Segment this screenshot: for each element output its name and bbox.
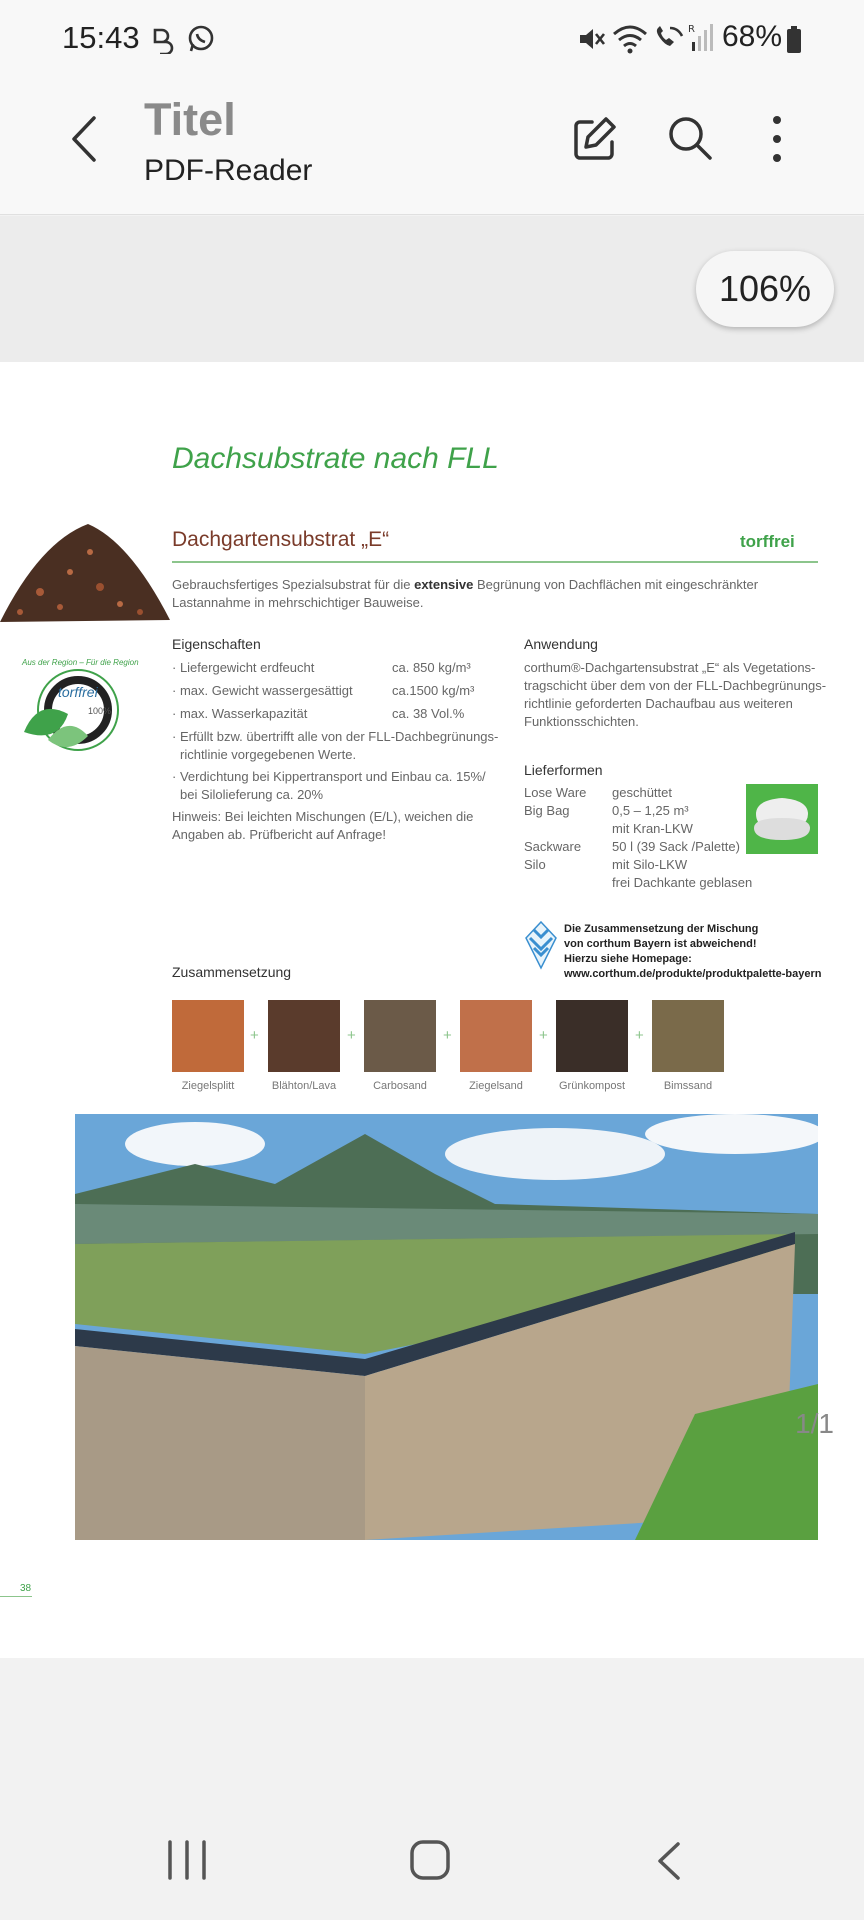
property-value: ca. 38 Vol.%	[392, 706, 465, 721]
home-icon[interactable]	[408, 1838, 452, 1882]
swatch-gruenkompost	[556, 1000, 628, 1072]
pdf-page-number: 38	[20, 1583, 32, 1594]
property-label: · Liefergewicht erdfeucht	[172, 660, 315, 675]
delivery-value: mit Silo-LKW	[612, 857, 688, 872]
torffrei-tag: torffrei	[740, 532, 795, 551]
wifi-call-icon	[652, 22, 686, 54]
delivery-label: Lose Ware	[524, 785, 587, 800]
zoom-indicator[interactable]: 106%	[696, 251, 834, 327]
note-line: Angaben ab. Prüfbericht auf Anfrage!	[172, 827, 386, 842]
pdf-viewer[interactable]	[0, 216, 864, 1656]
pdf-page	[0, 362, 864, 1658]
plus-sign: +	[635, 1027, 644, 1044]
status-time: 15:43	[62, 20, 140, 55]
plus-sign: +	[347, 1027, 356, 1044]
soil-heap-image	[0, 512, 176, 628]
edit-icon[interactable]	[570, 114, 620, 164]
page-number-rule	[0, 1596, 32, 1597]
bayern-flag-icon	[524, 920, 558, 970]
delivery-value: mit Kran-LKW	[612, 821, 693, 836]
document-title: Titel	[144, 94, 236, 145]
document-heading: Dachsubstrate nach FLL	[172, 442, 499, 475]
usage-line: corthum®-Dachgartensubstrat „E“ als Vegetations-	[524, 660, 816, 675]
svg-text:R: R	[688, 24, 695, 35]
recent-apps-icon[interactable]	[166, 1840, 208, 1880]
bayern-line: Die Zusammensetzung der Mischung	[564, 923, 759, 935]
property-label: · max. Wasserkapazität	[172, 706, 308, 721]
swatch-ziegelsplitt	[172, 1000, 244, 1072]
back-icon[interactable]	[68, 114, 102, 164]
green-roof-photo	[75, 1114, 818, 1540]
composition-heading: Zusammensetzung	[172, 964, 292, 980]
more-icon[interactable]	[764, 114, 790, 164]
delivery-value: 0,5 – 1,25 m³	[612, 803, 689, 818]
app-bar	[0, 80, 864, 215]
torffrei-badge-graphic	[18, 662, 128, 758]
note-line: Hinweis: Bei leichten Mischungen (E/L), weichen die	[172, 809, 474, 824]
delivery-label: Sackware	[524, 839, 582, 854]
search-icon[interactable]	[666, 114, 714, 164]
usage-line: Funktionsschichten.	[524, 714, 639, 729]
battery-level: 68%	[722, 20, 783, 53]
composition-caption: Ziegelsand	[469, 1080, 523, 1092]
swatch-carbosand	[364, 1000, 436, 1072]
composition-caption: Grünkompost	[558, 1080, 626, 1092]
wifi-icon	[612, 22, 648, 54]
property-label: · max. Gewicht wassergesättigt	[172, 683, 353, 698]
bayern-url[interactable]: www.corthum.de/produkte/produktpalette-bayern	[564, 968, 822, 980]
whatsapp-icon	[186, 24, 216, 54]
intro-bold: extensive	[414, 577, 474, 592]
property-bullet: richtlinie vorgegebenen Werte.	[180, 747, 357, 762]
delivery-label: Big Bag	[524, 803, 570, 818]
property-bullet: · Verdichtung bei Kippertransport und Einbau ca. 15%/	[172, 769, 486, 784]
delivery-value: 50 l (39 Sack /Palette)	[612, 839, 740, 854]
delivery-value: frei Dachkante geblasen	[612, 875, 753, 890]
bayern-line: Hierzu siehe Homepage:	[564, 953, 692, 965]
swatch-blaehton	[268, 1000, 340, 1072]
mute-icon	[576, 24, 606, 54]
delivery-label: Silo	[524, 857, 546, 872]
intro-after: Begrünung von Dachflächen mit eingeschränkter Lastannahme in mehrschichtiger Bauweise.	[172, 577, 759, 610]
intro-text	[172, 576, 792, 612]
usage-line: richtlinie geforderten Dachaufbau aus weiteren	[524, 696, 793, 711]
app-subtitle: PDF-Reader	[144, 154, 313, 187]
plus-sign: +	[250, 1027, 259, 1044]
badge-text: torffrei	[58, 684, 98, 700]
composition-caption: Blähton/Lava	[271, 1080, 337, 1092]
battery-icon	[786, 26, 802, 54]
badge-percent: 100%	[88, 706, 112, 716]
badge-ring-text: Aus der Region – Für die Region	[22, 658, 139, 667]
torffrei-badge	[18, 658, 139, 758]
property-value: ca. 850 kg/m³	[392, 660, 471, 675]
bayern-line: von corthum Bayern ist abweichend!	[564, 938, 757, 950]
signal-icon	[688, 22, 714, 54]
title-divider	[172, 561, 818, 563]
nav-back-icon[interactable]	[654, 1840, 684, 1882]
page-indicator: 1/1	[795, 1408, 834, 1439]
swatch-ziegelsand	[460, 1000, 532, 1072]
bag-icon	[746, 784, 818, 854]
property-bullet: bei Silolieferung ca. 20%	[180, 787, 324, 802]
product-title: Dachgartensubstrat „E“	[172, 528, 390, 551]
intro-before: Gebrauchsfertiges Spezialsubstrat für die	[172, 577, 411, 592]
plus-sign: +	[443, 1027, 452, 1044]
navigation-bar	[0, 1806, 864, 1920]
property-value: ca.1500 kg/m³	[392, 683, 475, 698]
composition-caption: Carbosand	[373, 1080, 427, 1092]
plus-sign: +	[539, 1027, 548, 1044]
composition-caption: Bimssand	[663, 1080, 713, 1092]
status-bar	[0, 0, 864, 80]
delivery-heading: Lieferformen	[524, 762, 603, 778]
delivery-value: geschüttet	[612, 785, 672, 800]
composition-caption: Ziegelsplitt	[181, 1080, 235, 1092]
property-bullet: · Erfüllt bzw. übertrifft alle von der FLL-Dachbegrünungs-	[172, 729, 499, 744]
properties-heading: Eigenschaften	[172, 636, 261, 652]
usage-heading: Anwendung	[524, 636, 598, 652]
bixby-icon	[150, 26, 178, 54]
usage-line: tragschicht über dem von der FLL-Dachbegrünungs-	[524, 678, 827, 693]
swatch-bimssand	[652, 1000, 724, 1072]
